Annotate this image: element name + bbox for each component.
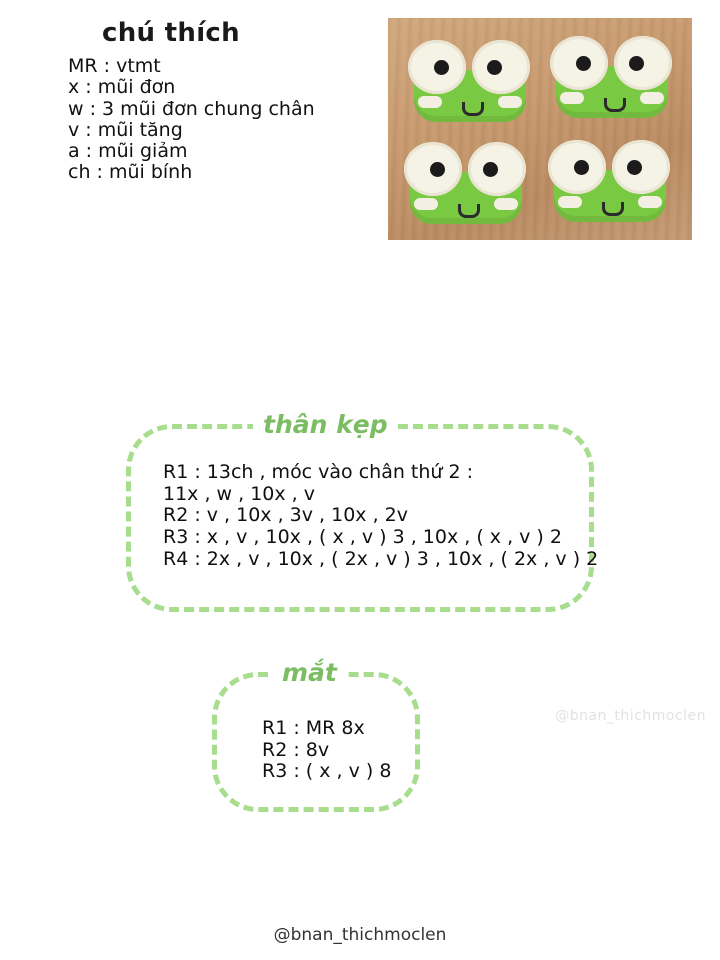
body-pattern-title: thân kẹp: [253, 410, 398, 439]
frog-cheek-left: [418, 96, 442, 108]
frog-cheek-right: [638, 196, 662, 208]
frog-clip-2: [548, 36, 676, 122]
body-row-3: R3 : x , v , 10x , ( x , v ) 3 , 10x , ( x , v ) 2: [163, 525, 562, 548]
legend-item-w: w : 3 mũi đơn chung chân: [68, 97, 315, 120]
frog-clip-4: [546, 140, 674, 226]
legend-item-mr: MR : vtmt: [68, 55, 161, 77]
watermark-bottom: @bnan_thichmoclen: [273, 925, 447, 945]
frog-pupil-right: [487, 60, 502, 75]
eye-row-3: R3 : ( x , v ) 8: [262, 760, 392, 783]
frog-pupil-left: [430, 162, 445, 177]
frog-mouth: [604, 98, 626, 112]
frog-cheek-right: [498, 96, 522, 108]
frog-mouth: [458, 204, 480, 218]
frog-clip-1: [406, 40, 534, 126]
legend-item-x: x : mũi đơn: [68, 76, 176, 99]
legend-block: [68, 18, 388, 184]
frog-cheek-left: [560, 92, 584, 104]
frog-pupil-right: [483, 162, 498, 177]
frog-pupil-left: [434, 60, 449, 75]
frog-eye-right: [612, 140, 670, 194]
frog-eye-right: [614, 36, 672, 90]
frog-cheek-left: [414, 198, 438, 210]
eye-pattern-rows: [262, 718, 391, 783]
frog-eye-left: [404, 142, 462, 196]
frog-cheek-left: [558, 196, 582, 208]
legend-title: chú thích: [102, 18, 240, 48]
frog-eye-left: [550, 36, 608, 90]
crochet-frog-clips-photo: [388, 18, 692, 240]
body-row-4: R4 : 2x , v , 10x , ( 2x , v ) 3 , 10x , ( 2x , v ) 2: [163, 547, 599, 570]
legend-list: [68, 56, 388, 184]
frog-cheek-right: [494, 198, 518, 210]
body-row-1: R1 : 13ch , móc vào chân thứ 2 :: [163, 461, 474, 483]
frog-eye-left: [408, 40, 466, 94]
body-pattern-rows: [163, 462, 598, 570]
legend-item-a: a : mũi giảm: [68, 140, 188, 163]
frog-clip-3: [402, 142, 530, 228]
frog-mouth: [602, 202, 624, 216]
frog-eye-right: [472, 40, 530, 94]
legend-item-v: v : mũi tăng: [68, 118, 183, 141]
body-row-1-cont: 11x , w , 10x , v: [163, 482, 315, 505]
frog-pupil-left: [576, 56, 591, 71]
frog-pupil-left: [574, 160, 589, 175]
eye-pattern-title: mắt: [272, 658, 347, 687]
watermark-faint: @bnan_thichmoclen: [555, 708, 706, 724]
frog-cheek-right: [640, 92, 664, 104]
frog-pupil-right: [627, 160, 642, 175]
frog-eye-right: [468, 142, 526, 196]
frog-mouth: [462, 102, 484, 116]
frog-pupil-right: [629, 56, 644, 71]
eye-row-2: R2 : 8v: [262, 738, 330, 761]
frog-eye-left: [548, 140, 606, 194]
eye-row-1: R1 : MR 8x: [262, 717, 365, 739]
legend-item-ch: ch : mũi bính: [68, 161, 193, 184]
body-row-2: R2 : v , 10x , 3v , 10x , 2v: [163, 504, 408, 527]
